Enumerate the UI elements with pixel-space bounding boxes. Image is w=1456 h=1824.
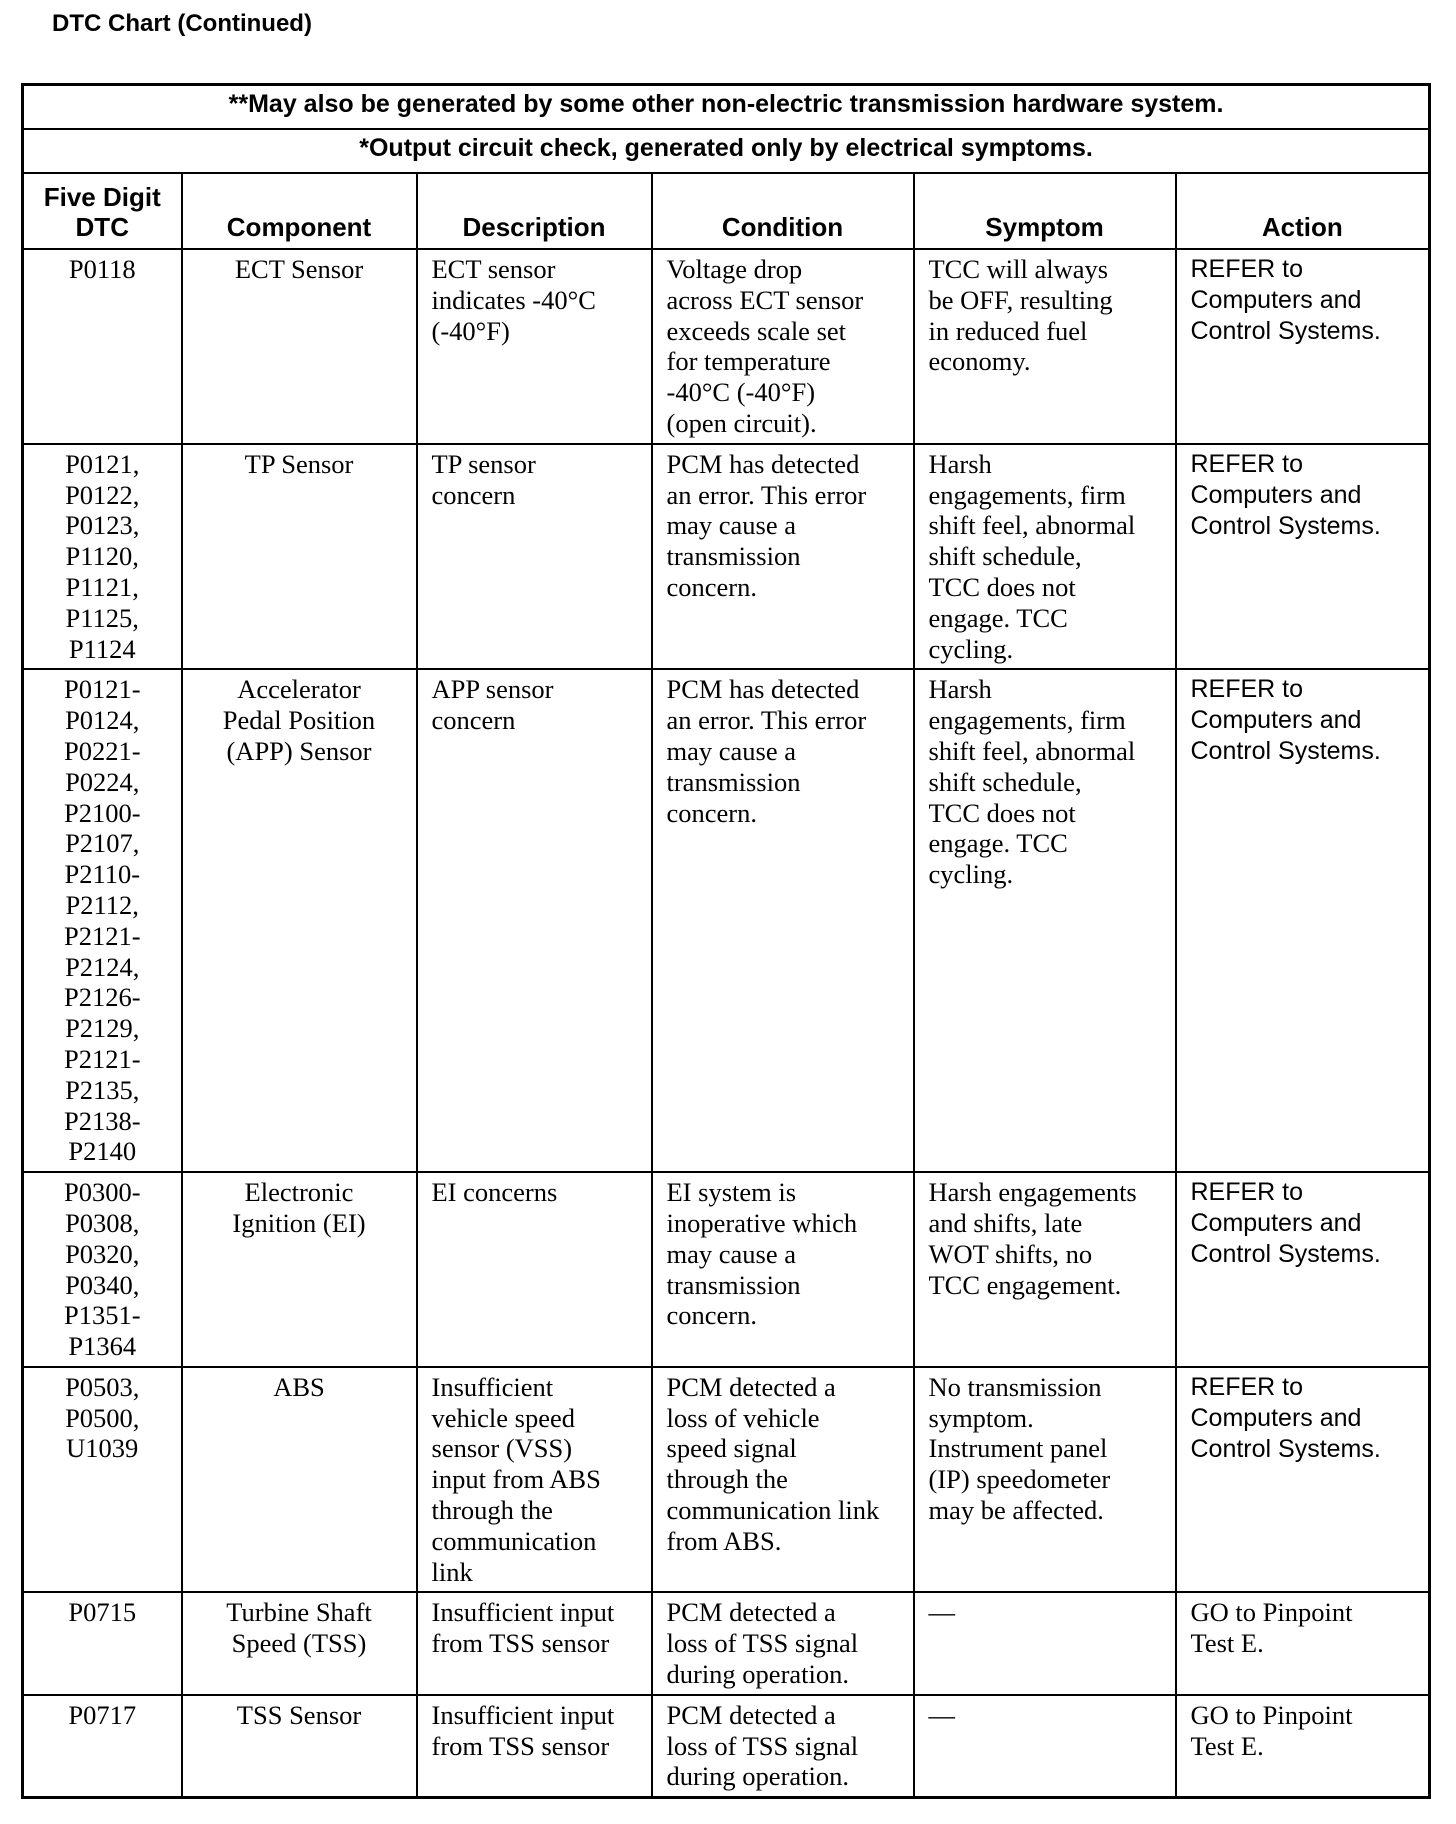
cell-action [1176, 249, 1430, 444]
cell-line: across ECT sensor [666, 284, 864, 315]
cell-line: P0500, [65, 1402, 140, 1433]
cell-line: Control Systems. [1190, 317, 1381, 345]
cell-line: PCM has detected [666, 448, 860, 479]
cell-line: inoperative which [666, 1207, 858, 1238]
cell-line: sensor (VSS) [431, 1433, 573, 1464]
cell-line: U1039 [66, 1433, 139, 1464]
cell-line: TCC will always [928, 254, 1109, 284]
cell-symptom [914, 1592, 1176, 1694]
cell-line: through the [666, 1464, 788, 1495]
cell-line: Computers and [1190, 1209, 1362, 1238]
cell-dtc [23, 1695, 182, 1798]
cell-line: P0118 [68, 254, 136, 284]
cell-line: PCM detected a [666, 1699, 836, 1730]
cell-line: shift schedule, [928, 541, 1082, 572]
cell-line: P2126- [63, 982, 141, 1013]
cell-dtc [23, 669, 182, 1172]
cell-line: an error. This error [666, 479, 867, 510]
cell-line: TCC engagement. [928, 1269, 1122, 1300]
cell-line: (open circuit). [666, 407, 817, 438]
cell-line: P1364 [68, 1331, 137, 1362]
cell-line: PCM detected a [666, 1597, 836, 1628]
cell-action [1176, 669, 1430, 1172]
cell-dtc [23, 1592, 182, 1694]
cell-line: (APP) Sensor [226, 735, 372, 766]
cell-line: Harsh [928, 448, 992, 479]
header-dtc-line2: DTC [75, 212, 129, 242]
cell-component [182, 1592, 417, 1694]
cell-line: (IP) speedometer [928, 1464, 1111, 1495]
cell-line: -40°C (-40°F) [666, 377, 816, 408]
cell-symptom [914, 1172, 1176, 1367]
cell-line: link [431, 1556, 473, 1587]
cell-line: from ABS. [666, 1525, 782, 1556]
header-symptom: Symptom [914, 173, 1176, 249]
cell-line: exceeds scale set [666, 315, 847, 346]
cell-action [1176, 1367, 1430, 1593]
table-row [23, 249, 1430, 444]
cell-line: P2110- [64, 859, 141, 890]
cell-line: P0717 [68, 1699, 137, 1730]
cell-line: through the [431, 1495, 553, 1526]
cell-symptom [914, 1367, 1176, 1593]
cell-line: P0503, [65, 1371, 140, 1402]
cell-condition [652, 1172, 914, 1367]
cell-line: engagements, firm [928, 479, 1126, 510]
cell-symptom [914, 444, 1176, 670]
cell-line: shift feel, abnormal [928, 735, 1136, 766]
cell-description [417, 669, 652, 1172]
cell-line: ECT sensor [431, 254, 556, 284]
cell-line: during operation. [666, 1659, 850, 1690]
cell-dtc [23, 1367, 182, 1593]
cell-line: P0123, [65, 510, 140, 541]
cell-line: Turbine Shaft [226, 1597, 372, 1628]
cell-line: engage. TCC [928, 828, 1068, 859]
note-non-electric: **May also be generated by some other non-electric transmission hardware system. [23, 85, 1430, 130]
cell-line: concern [431, 479, 516, 510]
table-row [23, 444, 1430, 670]
cell-line: P1351- [63, 1300, 141, 1331]
cell-line: transmission [666, 766, 801, 797]
cell-line: No transmission [928, 1371, 1102, 1402]
cell-line: Harsh [928, 674, 992, 705]
cell-line: REFER to [1190, 1372, 1304, 1401]
cell-line: P1124 [68, 633, 136, 664]
cell-line: PCM has detected [666, 674, 860, 705]
cell-line: P2107, [65, 828, 140, 859]
cell-line: an error. This error [666, 705, 867, 736]
cell-line: Computers and [1190, 480, 1362, 509]
cell-line: ABS [273, 1371, 325, 1402]
cell-line: Control Systems. [1190, 1434, 1381, 1463]
cell-action [1176, 444, 1430, 670]
cell-line: EI concerns [431, 1177, 558, 1208]
cell-line: may cause a [666, 1238, 796, 1269]
cell-line: cycling. [928, 859, 1014, 890]
cell-line: P2100- [63, 797, 141, 828]
cell-line: REFER to [1190, 1178, 1304, 1207]
cell-condition [652, 1695, 914, 1798]
cell-description [417, 1592, 652, 1694]
cell-line: P0224, [65, 766, 140, 797]
cell-line: speed signal [666, 1433, 797, 1464]
header-component: Component [182, 173, 417, 249]
dtc-chart-table [21, 83, 1431, 1799]
header-dtc [23, 173, 182, 249]
cell-line: economy. [928, 346, 1031, 377]
cell-dtc [23, 249, 182, 444]
cell-line: TSS Sensor [236, 1699, 362, 1730]
cell-line: may cause a [666, 735, 796, 766]
cell-line: P0308, [65, 1207, 140, 1238]
cell-line: P0320, [65, 1238, 140, 1269]
cell-line: Test E. [1190, 1628, 1264, 1659]
cell-line: shift feel, abnormal [928, 510, 1136, 541]
cell-action [1176, 1695, 1430, 1798]
cell-line: cycling. [928, 633, 1014, 664]
cell-line: Electronic [244, 1177, 354, 1208]
cell-line: P2112, [65, 889, 139, 920]
cell-description [417, 249, 652, 444]
table-row [23, 1592, 1430, 1694]
cell-condition [652, 1367, 914, 1593]
cell-line: P1121, [65, 571, 139, 602]
cell-line: — [928, 1699, 955, 1730]
cell-line: ECT Sensor [234, 254, 364, 284]
cell-line: Computers and [1190, 286, 1362, 314]
cell-line: be OFF, resulting [928, 284, 1113, 315]
cell-line: may cause a [666, 510, 796, 541]
header-row [23, 173, 1430, 249]
cell-line: indicates -40°C [431, 284, 596, 315]
cell-line: P2124, [65, 951, 140, 982]
cell-line: P0121- [63, 674, 141, 705]
cell-line: loss of vehicle [666, 1402, 820, 1433]
cell-line: REFER to [1190, 255, 1304, 283]
cell-condition [652, 669, 914, 1172]
cell-line: REFER to [1190, 449, 1304, 478]
page-title: DTC Chart (Continued) [52, 10, 312, 37]
cell-line: P0715 [68, 1597, 137, 1628]
cell-line: transmission [666, 1269, 801, 1300]
cell-line: P2138- [63, 1105, 141, 1136]
cell-line: engage. TCC [928, 602, 1068, 633]
cell-line: P1120, [65, 541, 139, 572]
header-condition: Condition [652, 173, 914, 249]
cell-line: P2135, [65, 1074, 140, 1105]
cell-line: transmission [666, 541, 801, 572]
cell-line: for temperature [666, 346, 831, 377]
cell-condition [652, 444, 914, 670]
cell-line: APP sensor [431, 674, 554, 705]
cell-description [417, 444, 652, 670]
cell-line: Voltage drop [666, 254, 803, 284]
cell-line: Control Systems. [1190, 1240, 1381, 1269]
cell-symptom [914, 669, 1176, 1172]
cell-action [1176, 1592, 1430, 1694]
cell-line: loss of TSS signal [666, 1628, 859, 1659]
table-row [23, 1695, 1430, 1798]
cell-line: Control Systems. [1190, 737, 1381, 766]
cell-line: P2121- [63, 1043, 141, 1074]
cell-line: Insufficient input [431, 1597, 615, 1628]
cell-symptom [914, 1695, 1176, 1798]
cell-line: P0122, [65, 479, 140, 510]
cell-line: WOT shifts, no [928, 1238, 1093, 1269]
cell-component [182, 1695, 417, 1798]
cell-line: in reduced fuel [928, 315, 1088, 346]
cell-line: P2121- [63, 920, 141, 951]
cell-line: concern. [666, 1300, 757, 1331]
cell-line: TCC does not [928, 571, 1076, 602]
cell-line: P0121, [65, 448, 140, 479]
cell-line: REFER to [1190, 675, 1304, 704]
cell-line: communication [431, 1525, 597, 1556]
header-dtc-line1: Five Digit [43, 182, 161, 212]
cell-line: Harsh engagements [928, 1177, 1137, 1208]
cell-component [182, 1172, 417, 1367]
cell-line: Control Systems. [1190, 511, 1381, 540]
cell-line: — [928, 1597, 955, 1628]
cell-component [182, 669, 417, 1172]
cell-line: concern. [666, 797, 757, 828]
cell-line: P0340, [65, 1269, 140, 1300]
cell-line: concern. [666, 571, 757, 602]
cell-line: EI system is [666, 1177, 797, 1208]
cell-line: TP sensor [431, 448, 536, 479]
cell-symptom [914, 249, 1176, 444]
table-row [23, 1367, 1430, 1593]
cell-line: P0221- [63, 735, 141, 766]
cell-dtc [23, 444, 182, 670]
cell-line: P2129, [65, 1013, 140, 1044]
cell-line: from TSS sensor [431, 1730, 610, 1761]
cell-line: Accelerator [237, 674, 361, 705]
cell-line: from TSS sensor [431, 1628, 610, 1659]
cell-action [1176, 1172, 1430, 1367]
cell-line: engagements, firm [928, 705, 1126, 736]
cell-line: P0124, [65, 705, 140, 736]
cell-line: PCM detected a [666, 1371, 836, 1402]
header-action: Action [1176, 173, 1430, 249]
note-row [23, 85, 1430, 130]
cell-line: input from ABS [431, 1464, 601, 1495]
cell-line: P2140 [68, 1136, 137, 1167]
cell-condition [652, 249, 914, 444]
cell-line: Test E. [1190, 1730, 1264, 1761]
cell-line: Speed (TSS) [231, 1628, 367, 1659]
cell-line: Insufficient input [431, 1699, 615, 1730]
header-description: Description [417, 173, 652, 249]
cell-condition [652, 1592, 914, 1694]
note-output-circuit: *Output circuit check, generated only by electrical symptoms. [23, 129, 1430, 173]
cell-line: and shifts, late [928, 1207, 1083, 1238]
cell-line: may be affected. [928, 1495, 1104, 1526]
cell-line: TP Sensor [244, 448, 354, 479]
cell-dtc [23, 1172, 182, 1367]
cell-line: GO to Pinpoint [1190, 1597, 1353, 1628]
cell-line: communication link [666, 1495, 880, 1526]
cell-line: TCC does not [928, 797, 1076, 828]
cell-line: GO to Pinpoint [1190, 1699, 1353, 1730]
table-row [23, 669, 1430, 1172]
cell-line: during operation. [666, 1761, 850, 1792]
cell-line: Computers and [1190, 706, 1362, 735]
cell-line: Computers and [1190, 1403, 1362, 1432]
cell-line: shift schedule, [928, 766, 1082, 797]
cell-line: Insufficient [431, 1371, 554, 1402]
cell-line: Instrument panel [928, 1433, 1108, 1464]
cell-description [417, 1172, 652, 1367]
cell-description [417, 1695, 652, 1798]
table-body [23, 85, 1430, 1798]
cell-description [417, 1367, 652, 1593]
cell-line: symptom. [928, 1402, 1034, 1433]
cell-line: loss of TSS signal [666, 1730, 859, 1761]
note-row [23, 129, 1430, 173]
cell-line: (-40°F) [431, 315, 510, 346]
cell-line: Ignition (EI) [232, 1207, 366, 1238]
cell-line: P0300- [63, 1177, 141, 1208]
cell-component [182, 249, 417, 444]
cell-component [182, 1367, 417, 1593]
cell-line: P1125, [65, 602, 139, 633]
cell-component [182, 444, 417, 670]
cell-line: vehicle speed [431, 1402, 575, 1433]
table-row [23, 1172, 1430, 1367]
cell-line: Pedal Position [222, 705, 376, 736]
cell-line: concern [431, 705, 516, 736]
